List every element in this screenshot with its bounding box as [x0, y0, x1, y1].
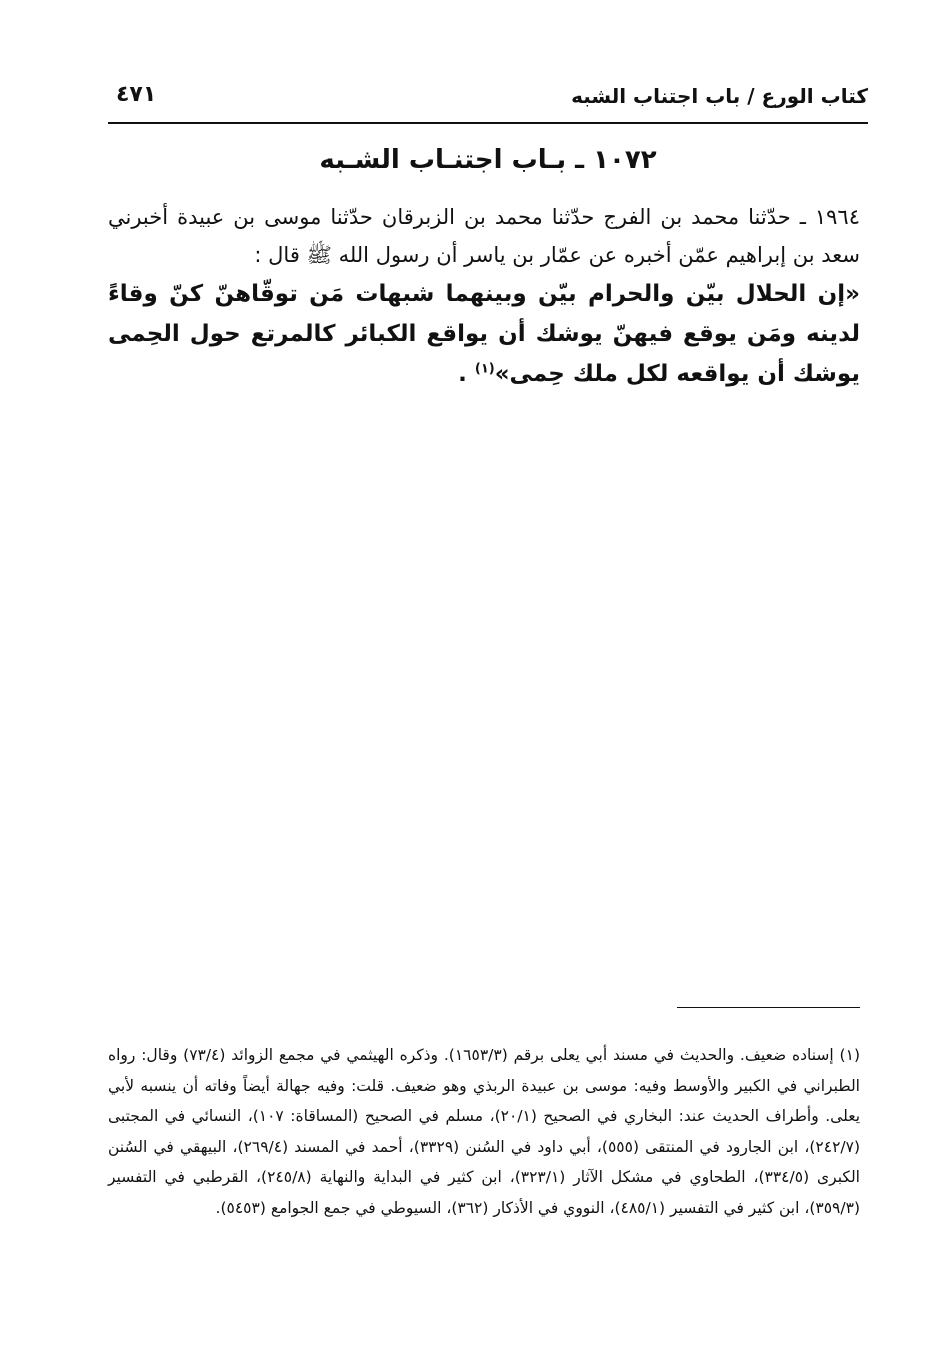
- footnote-text: (١) إسناده ضعيف. والحديث في مسند أبي يعلى برقم (١٦٥٣/٣). وذكره الهيثمي في مجمع الزوائد (٧٣/٤) وقال: رواه الطبراني في الكبير والأوسط وفيه: موسى بن عبيدة الربذي وهو ضعيف. قلت: وفيه جهالة أيضاً وفاته أن ينسبه لأبي يعلى. وأطراف الحديث عند: البخاري في الصحيح (٢٠/١)، مسلم في الصحيح (المساقاة: ١٠٧)، النسائي في المجتبى (٢٤٢/٧)، ابن الجارود في المنتقى (٥٥٥)، أبي داود في السُنن (٣٣٢٩)، أحمد في المسند (٢٦٩/٤)، البيهقي في السُنن الكبرى (٣٣٤/٥)، الطحاوي في مشكل الآثار (٣٢٣/١)، ابن كثير في البداية والنهاية (٢٤٥/٨)، القرطبي في التفسير (٣٥٩/٣)، ابن كثير في التفسير (٤٨٥/١)، النووي في الأذكار (٣٦٢)، السيوطي في جمع الجوامع (٥٤٥٣).: [108, 1046, 861, 1217]
- page-number: ٤٧١: [116, 82, 157, 107]
- hadith-matn: «إن الحلال بيّن والحرام بيّن وبينهما شبهات مَن توقّاهنّ كنّ وقاءً لدينه ومَن يوقع فيهنّ يوشك أن يواقع الكبائر كالمرتع حول الحِمى يوشك أن يواقعه لكل ملك حِمى»: [108, 281, 860, 387]
- chapter-title: ١٠٧٢ ـ بـاب اجتنـاب الشـبه: [319, 145, 657, 175]
- hadith-body: [108, 198, 860, 394]
- hadith-isnad: ١٩٦٤ ـ حدّثنا محمد بن الفرج حدّثنا محمد بن الزبرقان حدّثنا موسى بن عبيدة أخبرني سعد بن إبراهيم عمّن أخبره عن عمّار بن ياسر أن رسول الله ﷺ قال :: [108, 205, 860, 267]
- footnote-separator: [677, 1007, 860, 1008]
- end-mark: .: [458, 361, 467, 387]
- page-header: [108, 82, 868, 124]
- footnote: [108, 1040, 860, 1223]
- running-head: كتاب الورع / باب اجتناب الشبه: [571, 84, 868, 108]
- footnote-reference[interactable]: (١): [474, 361, 495, 377]
- hadith-matn-paragraph: [108, 274, 860, 394]
